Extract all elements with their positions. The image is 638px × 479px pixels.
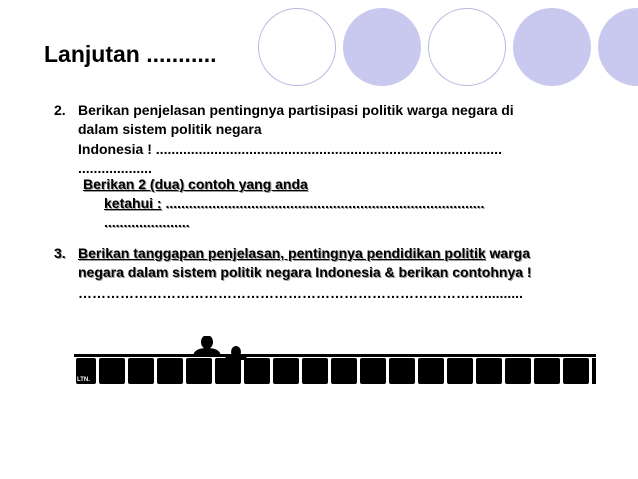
- q2-line-3: Indonesia ! .........................................................................................: [78, 141, 502, 157]
- q3-line-3: ……………………………………………………………………………..........: [78, 285, 523, 301]
- q2-sub-line-2-prefix: ketahui :: [104, 195, 162, 211]
- q2-sub-line-1: Berikan 2 (dua) contoh yang anda: [83, 176, 308, 192]
- decorative-circle-3: [428, 8, 506, 86]
- q2-number: 2.: [54, 102, 66, 118]
- q2-line-2: dalam sistem politik negara: [78, 121, 262, 137]
- q3-line-1-rest: warga: [485, 245, 530, 261]
- decorative-circle-2: [343, 8, 421, 86]
- decorative-circle-1: [258, 8, 336, 86]
- slide-title: Lanjutan ...........: [44, 41, 217, 67]
- q2-line-4: ...................: [78, 160, 152, 176]
- q2-sub-line-3: ......................: [104, 214, 190, 230]
- q2-line-1: Berikan penjelasan pentingnya partisipasi politik warga negara di: [78, 102, 514, 118]
- theatre-seats-graphic: [74, 336, 596, 386]
- decorative-circle-5: [598, 8, 638, 86]
- q3-line-1-underlined: Berikan tanggapan penjelasan, pentingnya pendidikan politik: [78, 245, 486, 261]
- q2-sub-line-2: [104, 194, 484, 212]
- decorative-circle-4: [513, 8, 591, 86]
- q2-sub-line-2-dots: ..................................................................................: [161, 195, 485, 211]
- graphic-caption: LTN.: [77, 377, 90, 383]
- q3-line-2: negara dalam sistem politik negara Indonesia & berikan contohnya !: [78, 264, 532, 280]
- q3-number: 3.: [54, 245, 66, 261]
- q3-line-1: [78, 244, 530, 262]
